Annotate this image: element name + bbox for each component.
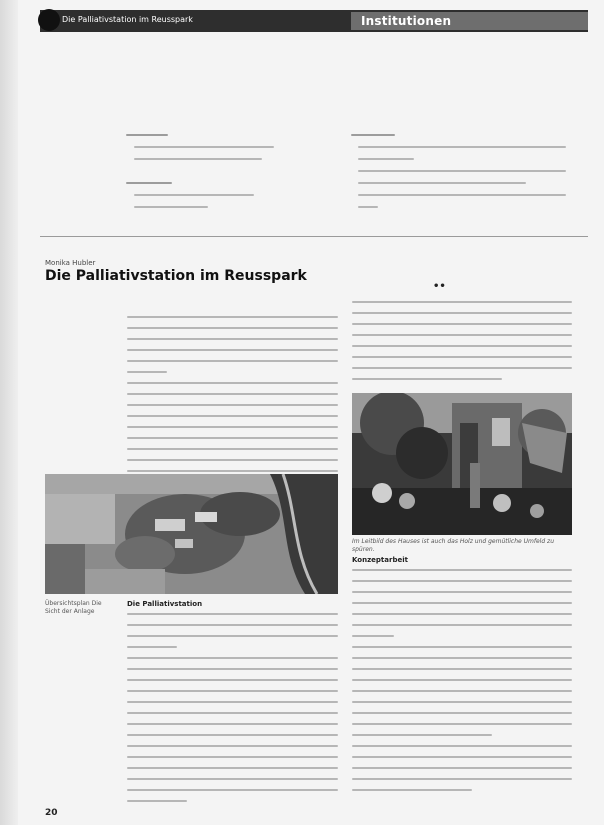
running-title: Die Palliativstation im Reusspark bbox=[62, 15, 193, 24]
divider bbox=[40, 236, 588, 237]
article-title: Die Palliativstation im Reusspark bbox=[45, 268, 307, 284]
garden-photo bbox=[352, 393, 572, 535]
aerial-photo-image bbox=[45, 474, 338, 594]
aerial-photo bbox=[45, 474, 338, 594]
aerial-photo-caption: Übersichtsplan Die Sicht der Anlage bbox=[45, 600, 102, 615]
section-tab bbox=[351, 12, 588, 30]
page-number: 20 bbox=[45, 808, 58, 818]
subhead-konzeptarbeit: Konzeptarbeit bbox=[352, 556, 408, 564]
page-edge-shadow bbox=[0, 0, 18, 825]
header-bullet-icon bbox=[38, 9, 60, 31]
author-name: Monika Hubler bbox=[45, 259, 96, 267]
section-label: Institutionen bbox=[361, 14, 452, 28]
garden-photo-caption: Im Leitbild des Hauses ist auch das Holz und gemütliche Umfeld zu spüren. bbox=[352, 538, 555, 553]
subhead-palliativstation: Die Palliativstation bbox=[127, 600, 203, 608]
garden-photo-image bbox=[352, 393, 572, 535]
decorative-mark: •• bbox=[433, 281, 446, 292]
